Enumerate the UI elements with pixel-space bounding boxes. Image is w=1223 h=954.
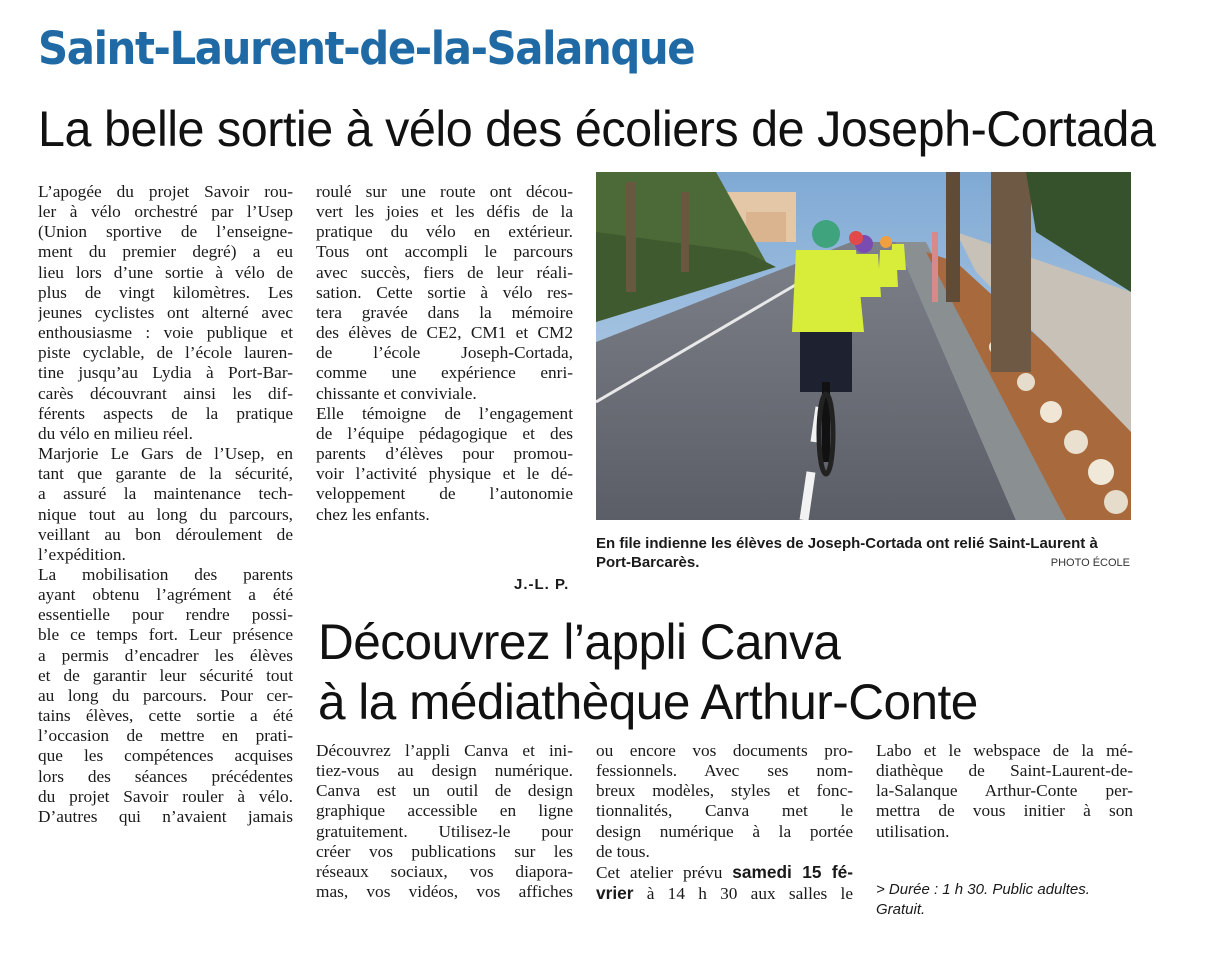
- text-line: a assuré la maintenance tech-: [38, 484, 293, 504]
- text-line: carès découvrant ainsi les dif-: [38, 383, 293, 403]
- text-line: créer vos publications sur les: [316, 841, 573, 861]
- article1-column-2: [316, 182, 573, 525]
- text-line: l’occasion de mettre en prati-: [38, 726, 293, 746]
- article2-headline-line2: à la médiathèque Arthur-Conte: [318, 674, 978, 730]
- text-line: fessionnels. Avec ses nom-: [596, 761, 853, 781]
- text-line: de l’équipe pédagogique et des: [316, 423, 573, 443]
- text-line: de l’école Joseph-Cortada,: [316, 343, 573, 363]
- text-line: veloppement de l’autonomie: [316, 484, 573, 504]
- article2-headline-line1: Découvrez l’appli Canva: [318, 614, 841, 670]
- article2-column-3: [876, 741, 1133, 842]
- text-line: design numérique à la portée: [596, 821, 853, 841]
- text-line: chez les enfants.: [316, 504, 430, 524]
- text-line: chissante et conviviale.: [316, 383, 477, 403]
- text-line: tera gravée dans la mémoire: [316, 302, 573, 322]
- text-line: des élèves de CE2, CM1 et CM2: [316, 323, 573, 343]
- text-line: ler à vélo orchestré par l’Usep: [38, 202, 293, 222]
- text-line: plus de vingt kilomètres. Les: [38, 282, 293, 302]
- text-line: avec succès, fiers de leur réali-: [316, 262, 573, 282]
- text-line: a permis d’encadrer les élèves: [38, 645, 293, 665]
- text-line: tionnalités, Canva met le: [596, 801, 853, 821]
- text-line: la-Salanque Arthur-Conte per-: [876, 781, 1133, 801]
- text-line: lors des séances précédentes: [38, 766, 293, 786]
- text-line: Tous ont accompli le parcours: [316, 242, 573, 262]
- text-line: graphique accessible en ligne: [316, 801, 573, 821]
- text-line: voir l’activité physique et le dé-: [316, 464, 573, 484]
- event-info-line2: Gratuit.: [876, 901, 926, 918]
- text-line: essentielle pour rendre possi-: [38, 605, 293, 625]
- article-headline: La belle sortie à vélo des écoliers de Joseph-Cortada: [38, 101, 1156, 157]
- text-line: gratuitement. Utilisez-le pour: [316, 821, 573, 841]
- text-line: D’autres qui n’avaient jamais: [38, 806, 293, 826]
- text-line: au long du parcours. Pour cer-: [38, 685, 293, 705]
- town-heading: Saint-Laurent-de-la-Salanque: [38, 22, 695, 75]
- text-line: jeunes cyclistes ont alterné avec: [38, 302, 293, 322]
- text-line: ayant obtenu l’agrément a été: [38, 585, 293, 605]
- photo-caption: En file indienne les élèves de Joseph-Cortada ont relié Saint-Laurent à Port-Barcarès.: [596, 535, 1098, 571]
- text-line: pratique du vélo en extérieur.: [316, 222, 573, 242]
- text-line: et de garantir leur sécurité tout: [38, 665, 293, 685]
- text-line: roulé sur une route ont décou-: [316, 182, 573, 201]
- text-line: parents d’élèves pour promou-: [316, 444, 573, 464]
- article2-column-2: [596, 741, 853, 904]
- text-line: Marjorie Le Gars de l’Usep, en: [38, 444, 293, 464]
- text-line: Découvrez l’appli Canva et ini-: [316, 741, 573, 760]
- text-line: Labo et le webspace de la mé-: [876, 741, 1133, 760]
- text-line: du projet Savoir rouler à vélo.: [38, 786, 293, 806]
- text-line: mas, vos vidéos, vos affiches: [316, 882, 573, 902]
- text-line: utilisation.: [876, 821, 950, 841]
- text-line: La mobilisation des parents: [38, 564, 293, 584]
- text-line: mettra de vous initier à son: [876, 801, 1133, 821]
- article2-headline: [318, 612, 978, 732]
- author-signature: J.-L. P.: [514, 576, 570, 593]
- text-line: L’apogée du projet Savoir rou-: [38, 182, 293, 201]
- event-line-1: Cet atelier prévu samedi 15 fé-: [596, 861, 853, 882]
- text-line: ou encore vos documents pro-: [596, 741, 853, 760]
- text-line: Canva est un outil de design: [316, 781, 573, 801]
- text-line: que les compétences acquises: [38, 746, 293, 766]
- event-line-2: vrier à 14 h 30 aux salles le: [596, 883, 853, 904]
- text-line: tiez-vous au design numérique.: [316, 761, 573, 781]
- text-line: vert les joies et les défis de la: [316, 202, 573, 222]
- text-line: ble ce temps fort. Leur présence: [38, 625, 293, 645]
- text-line: l’expédition.: [38, 544, 126, 564]
- article2-event-text: [596, 862, 853, 904]
- text-line: lieu lors d’une sortie à vélo de: [38, 262, 293, 282]
- text-line: breux modèles, styles et fonc-: [596, 781, 853, 801]
- text-line: sation. Cette sortie à vélo res-: [316, 282, 573, 302]
- text-line: (Union sportive de l’enseigne-: [38, 222, 293, 242]
- text-line: de tous.: [596, 841, 650, 861]
- article2-col2-text: [596, 741, 853, 862]
- article1-col1-text: [38, 182, 293, 827]
- article2-column-1: [316, 741, 573, 902]
- text-line: veillant au bon déroulement de: [38, 524, 293, 544]
- text-line: comme une expérience enri-: [316, 363, 573, 383]
- text-line: nique tout au long du parcours,: [38, 504, 293, 524]
- photo-credit: PHOTO ÉCOLE: [1050, 557, 1130, 569]
- text-line: enthousiasme : voie publique et: [38, 323, 293, 343]
- article2-col3-text: [876, 741, 1133, 842]
- event-info: [876, 880, 1136, 920]
- article2-col1-text: [316, 741, 573, 902]
- text-line: réseaux sociaux, vos diapora-: [316, 861, 573, 881]
- text-line: férents aspects de la pratique: [38, 403, 293, 423]
- text-line: ment du premier degré) a eu: [38, 242, 293, 262]
- text-line: diathèque de Saint-Laurent-de-: [876, 761, 1133, 781]
- text-line: piste cyclable, de l’école lauren-: [38, 343, 293, 363]
- article-photo: [596, 172, 1131, 520]
- text-line: Elle témoigne de l’engagement: [316, 403, 573, 423]
- article1-column-1: [38, 182, 293, 827]
- text-line: tains élèves, cette sortie a été: [38, 706, 293, 726]
- event-info-line1: > Durée : 1 h 30. Public adultes.: [876, 881, 1090, 898]
- text-line: tine jusqu’au Lydia à Port-Bar-: [38, 363, 293, 383]
- text-line: tant que garante de la sécurité,: [38, 464, 293, 484]
- article1-col2-text: [316, 182, 573, 525]
- text-line: du vélo en milieu réel.: [38, 423, 193, 443]
